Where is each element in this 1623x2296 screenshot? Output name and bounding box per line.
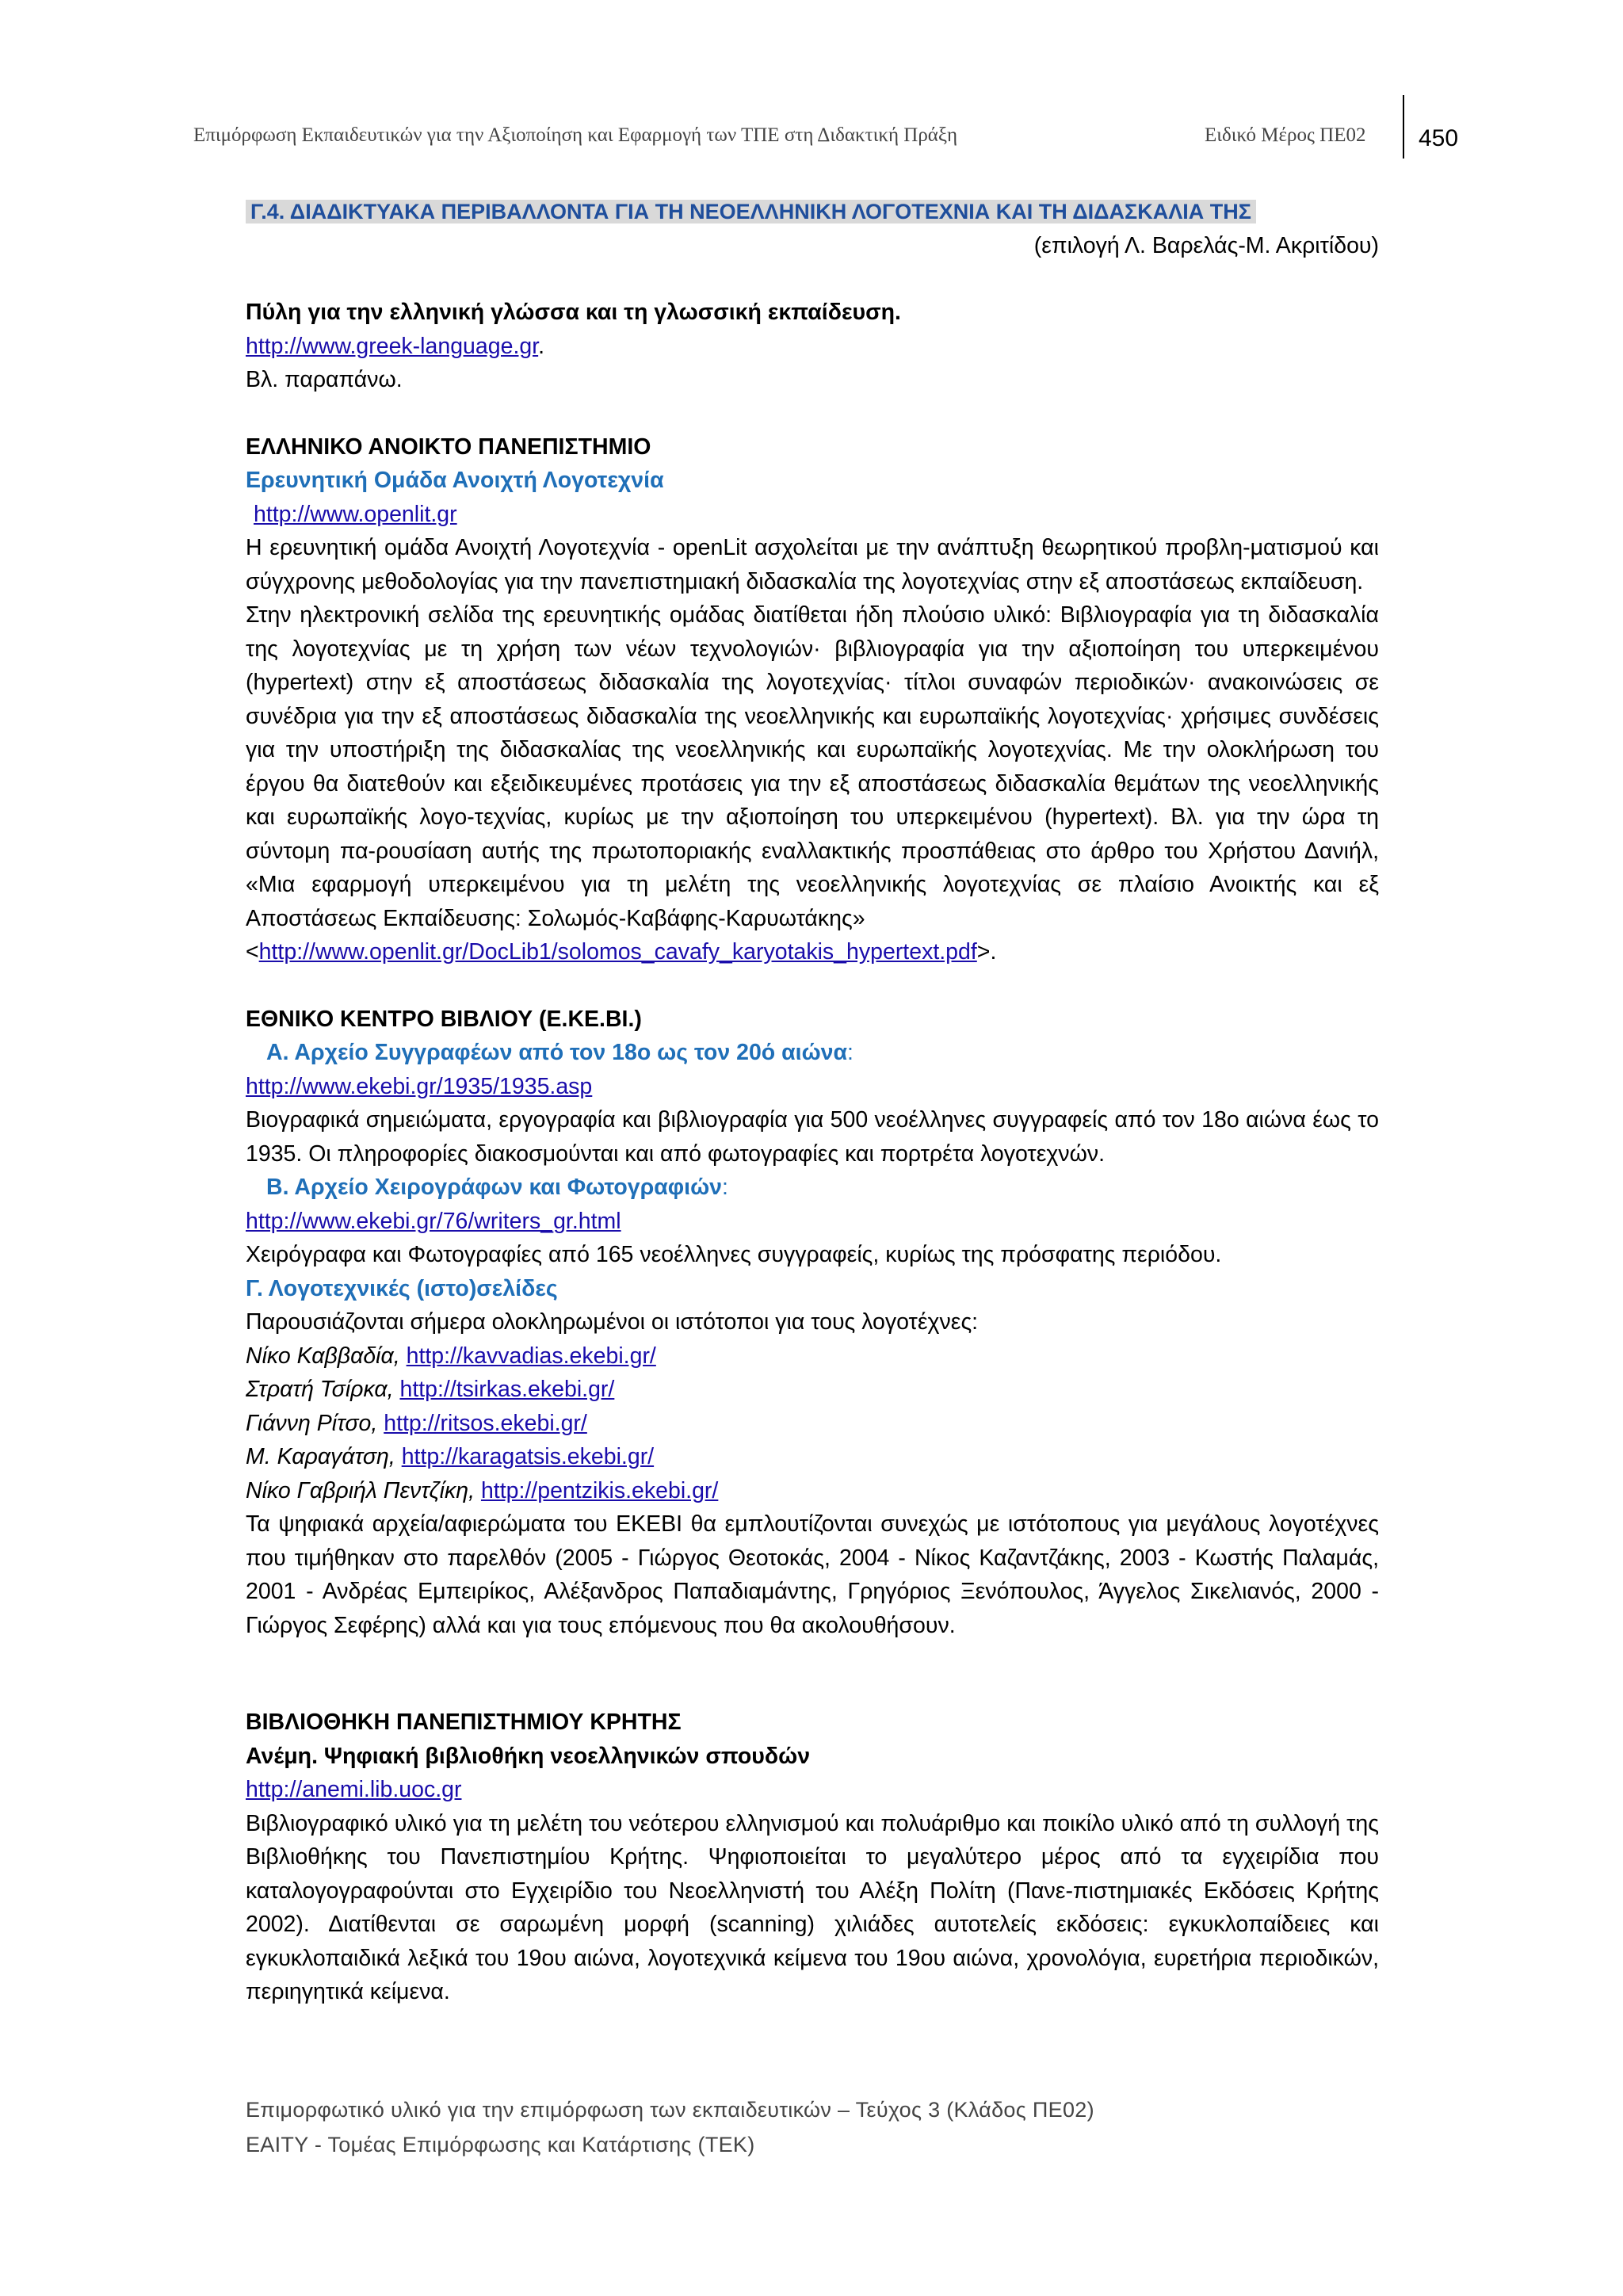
ekebi-a-link[interactable]: http://www.ekebi.gr/1935/1935.asp [246,1073,593,1099]
author-name: Γιάννη Ρίτσο, [246,1410,378,1436]
author-link[interactable]: http://tsirkas.ekebi.gr/ [399,1377,615,1402]
page-number: 450 [1419,125,1459,151]
author-link[interactable]: http://ritsos.ekebi.gr/ [384,1410,587,1436]
eap-link-suffix: >. [976,939,997,965]
ekebi-a-text: Βιογραφικά σημειώματα, εργογραφία και βιβλιογραφία για 500 νεοέλληνες συγγραφείς από τον 18ο αιώνα έως το 1935. Οι πληροφορίες διακοσμούνται και από φωτογραφίες και πορτρέτα λογοτεχνών. [246,1107,1379,1167]
page-footer [246,2092,1094,2162]
pyli-see: Βλ. παραπάνω. [246,367,403,392]
anemi-link[interactable]: http://anemi.lib.uoc.gr [246,1777,462,1802]
ekebi-title: ΕΘΝΙΚΟ ΚΕΝΤΡΟ ΒΙΒΛΙΟΥ (Ε.ΚΕ.ΒΙ.) [246,1006,642,1032]
ekebi-closing: Τα ψηφιακά αρχεία/αφιερώματα του ΕΚΕΒΙ θα εμπλουτίζονται συνεχώς με ιστότοπους για μεγάλους λογοτέχνες που τιμήθηκαν στο παρελθόν (2005 - Γιώργος Θεοτοκάς, 2004 - Νίκος Καζαντζάκης, 2003 - Κωστής Παλαμάς, 2001 - Ανδρέας Εμπειρίκος, Αλέξανδρος Παπαδιαμάντης, Γρηγόριος Ξενόπουλος, Άγγελος Σικελιανός, 2000 - Γιώργος Σεφέρης) αλλά και για τους επόμενους που θα ακολουθήσουν. [246,1511,1379,1638]
ekebi-c-title: Γ. Λογοτεχνικές (ιστο)σελίδες [246,1275,558,1301]
author-link[interactable]: http://pentzikis.ekebi.gr/ [480,1477,719,1503]
author-name: Στρατή Τσίρκα, [246,1377,394,1402]
eap-link-prefix: < [246,939,259,965]
eap-paragraph-2: Στην ηλεκτρονική σελίδα της ερευνητικής ομάδας διατίθεται ήδη πλούσιο υλικό: Βιβλιογραφία για τη διδασκαλία της λογοτεχνίας με τη χρήση των νέων τεχνολογιών· βιβλιογραφία για την αξιοποίηση του υπερκειμένου (hypertext) στην εξ αποστάσεως διδασκαλία της λογοτεχνίας· τίτλοι συναφών περιοδικών· ανακοινώσεις σε συνέδρια για την εξ αποστάσεως διδασκαλία της νεοελληνικής και ευρωπαϊκής λογοτεχνίας· χρήσιμες συνδέσεις για την υποστήριξη της διδασκαλίας της νεοελληνικής και ευρωπαϊκής λογοτεχνίας. Με την ολοκλήρωση του έργου θα διατεθούν και εξειδικευμένες προτάσεις για την εξ αποστάσεως διδασκαλία θεμάτων της νεοελληνικής και ευρωπαϊκής λογο-τεχνίας, κυρίως με την αξιοποίηση του υπερκειμένου (hypertext). Βλ. για την ώρα τη σύντομη πα-ρουσίαση αυτής της πρωτοποριακής εναλλακτικής προσπάθειας στο άρθρο του Χρήστου Δανιήλ, «Μια εφαρμογή υπερκειμένου για τη μελέτη της νεοελληνικής λογοτεχνίας σε πλαίσιο Ανοικτής και εξ Αποστάσεως Εκπαίδευσης: Σολωμός-Καβάφης-Καρυωτάκης» [246,602,1379,931]
ekebi-b-colon: : [722,1175,728,1200]
ekebi-b-link[interactable]: http://www.ekebi.gr/76/writers_gr.html [246,1208,621,1234]
author-item [246,1407,1379,1441]
author-item [246,1339,1379,1373]
ekebi-a-title: Α. Αρχείο Συγγραφέων από τον 18ο ως τον 20ό αιώνα [266,1040,848,1065]
author-name: Νίκο Γαβριήλ Πεντζίκη, [246,1477,475,1503]
author-item [246,1474,1379,1508]
section-title: Γ.4. ΔΙΑΔΙΚΤΥΑΚΑ ΠΕΡΙΒΑΛΛΟΝΤΑ ΓΙΑ ΤΗ ΝΕΟΕΛΛΗΝΙΚΗ ΛΟΓΟΤΕΧΝΙΑ ΚΑΙ ΤΗ ΔΙΔΑΣΚΑΛΙΑ ΤΗΣ [246,200,1256,223]
main-content [246,195,1379,2009]
running-header-section: Ειδικό Μέρος ΠΕ02 [1205,124,1366,146]
eap-title: ΕΛΛΗΝΙΚΟ ΑΝΟΙΚΤΟ ΠΑΝΕΠΙΣΤΗΜΙΟ [246,434,651,460]
eap-subtitle: Ερευνητική Ομάδα Ανοιχτή Λογοτεχνία [246,468,664,493]
author-link[interactable]: http://karagatsis.ekebi.gr/ [401,1444,655,1469]
author-item [246,1440,1379,1474]
openlit-pdf-link[interactable]: http://www.openlit.gr/DocLib1/solomos_cavafy_karyotakis_hypertext.pdf [258,939,977,965]
running-header-title: Επιμόρφωση Εκπαιδευτικών για την Αξιοποίηση και Εφαρμογή των ΤΠΕ στη Διδακτική Πράξη [193,124,958,146]
pyli-link[interactable]: http://www.greek-language.gr [246,333,539,359]
author-name: Μ. Καραγάτση, [246,1444,395,1469]
crete-subtitle: Ανέμη. Ψηφιακή βιβλιοθήκη νεοελληνικών σπουδών [246,1743,811,1769]
author-link[interactable]: http://kavvadias.ekebi.gr/ [406,1343,656,1369]
section-credit: (επιλογή Λ. Βαρελάς-Μ. Ακριτίδου) [1033,232,1379,258]
ekebi-b-text: Χειρόγραφα και Φωτογραφίες από 165 νεοέλληνες συγγραφείς, κυρίως της πρόσφατης περιόδου. [246,1242,1222,1267]
ekebi-b-title: Β. Αρχείο Χειρογράφων και Φωτογραφιών [266,1175,723,1200]
pyli-link-suffix: . [538,333,545,359]
ekebi-c-text: Παρουσιάζονται σήμερα ολοκληρωμένοι οι ιστότοποι για τους λογοτέχνες: [246,1309,979,1335]
footer-line-2: ΕΑΙΤΥ - Τομέας Επιμόρφωσης και Κατάρτισης (ΤΕΚ) [246,2133,755,2157]
author-item [246,1373,1379,1407]
pyli-title: Πύλη για την ελληνική γλώσσα και τη γλωσσική εκπαίδευση. [246,300,901,325]
crete-text: Βιβλιογραφικό υλικό για τη μελέτη του νεότερου ελληνισμού και πολυάριθμο και ποικίλο υλικό από τη συλλογή της Βιβλιοθήκης του Πανεπιστημίου Κρήτης. Ψηφιοποιείται το μεγαλύτερο μέρος από τα εγχειρίδια που καταλογογραφούνται στο Εγχειρίδιο του Νεοελληνιστή του Αλέξη Πολίτη (Πανε-πιστημιακές Εκδόσεις Κρήτης 2002). Διατίθενται σε σαρωμένη μορφή (scanning) χιλιάδες αυτοτελείς εκδόσεις: εγκυκλοπαίδειες και εγκυκλοπαιδικά λεξικά του 19ου αιώνα, λογοτεχνικά κείμενα του 19ου αιώνα, χρονολόγια, ευρετήρια περιοδικών, περιηγητικά κείμενα. [246,1810,1379,2004]
ekebi-a-colon: : [847,1040,854,1065]
eap-paragraph-1: Η ερευνητική ομάδα Ανοιχτή Λογοτεχνία - openLit ασχολείται με την ανάπτυξη θεωρητικού προβλη-ματισμού και σύγχρονης μεθοδολογίας για την πανεπιστημιακή διδασκαλία της λογοτεχνίας στην εξ αποστάσεως εκπαίδευση. [246,535,1379,594]
openlit-link[interactable]: http://www.openlit.gr [254,501,457,527]
footer-line-1: Επιμορφωτικό υλικό για την επιμόρφωση των εκπαιδευτικών – Τεύχος 3 (Κλάδος ΠΕ02) [246,2098,1094,2122]
author-name: Νίκο Καββαδία, [246,1343,400,1369]
crete-title: ΒΙΒΛΙΟΘΗΚΗ ΠΑΝΕΠΙΣΤΗΜΙΟΥ ΚΡΗΤΗΣ [246,1710,682,1735]
header-divider [1403,95,1404,159]
